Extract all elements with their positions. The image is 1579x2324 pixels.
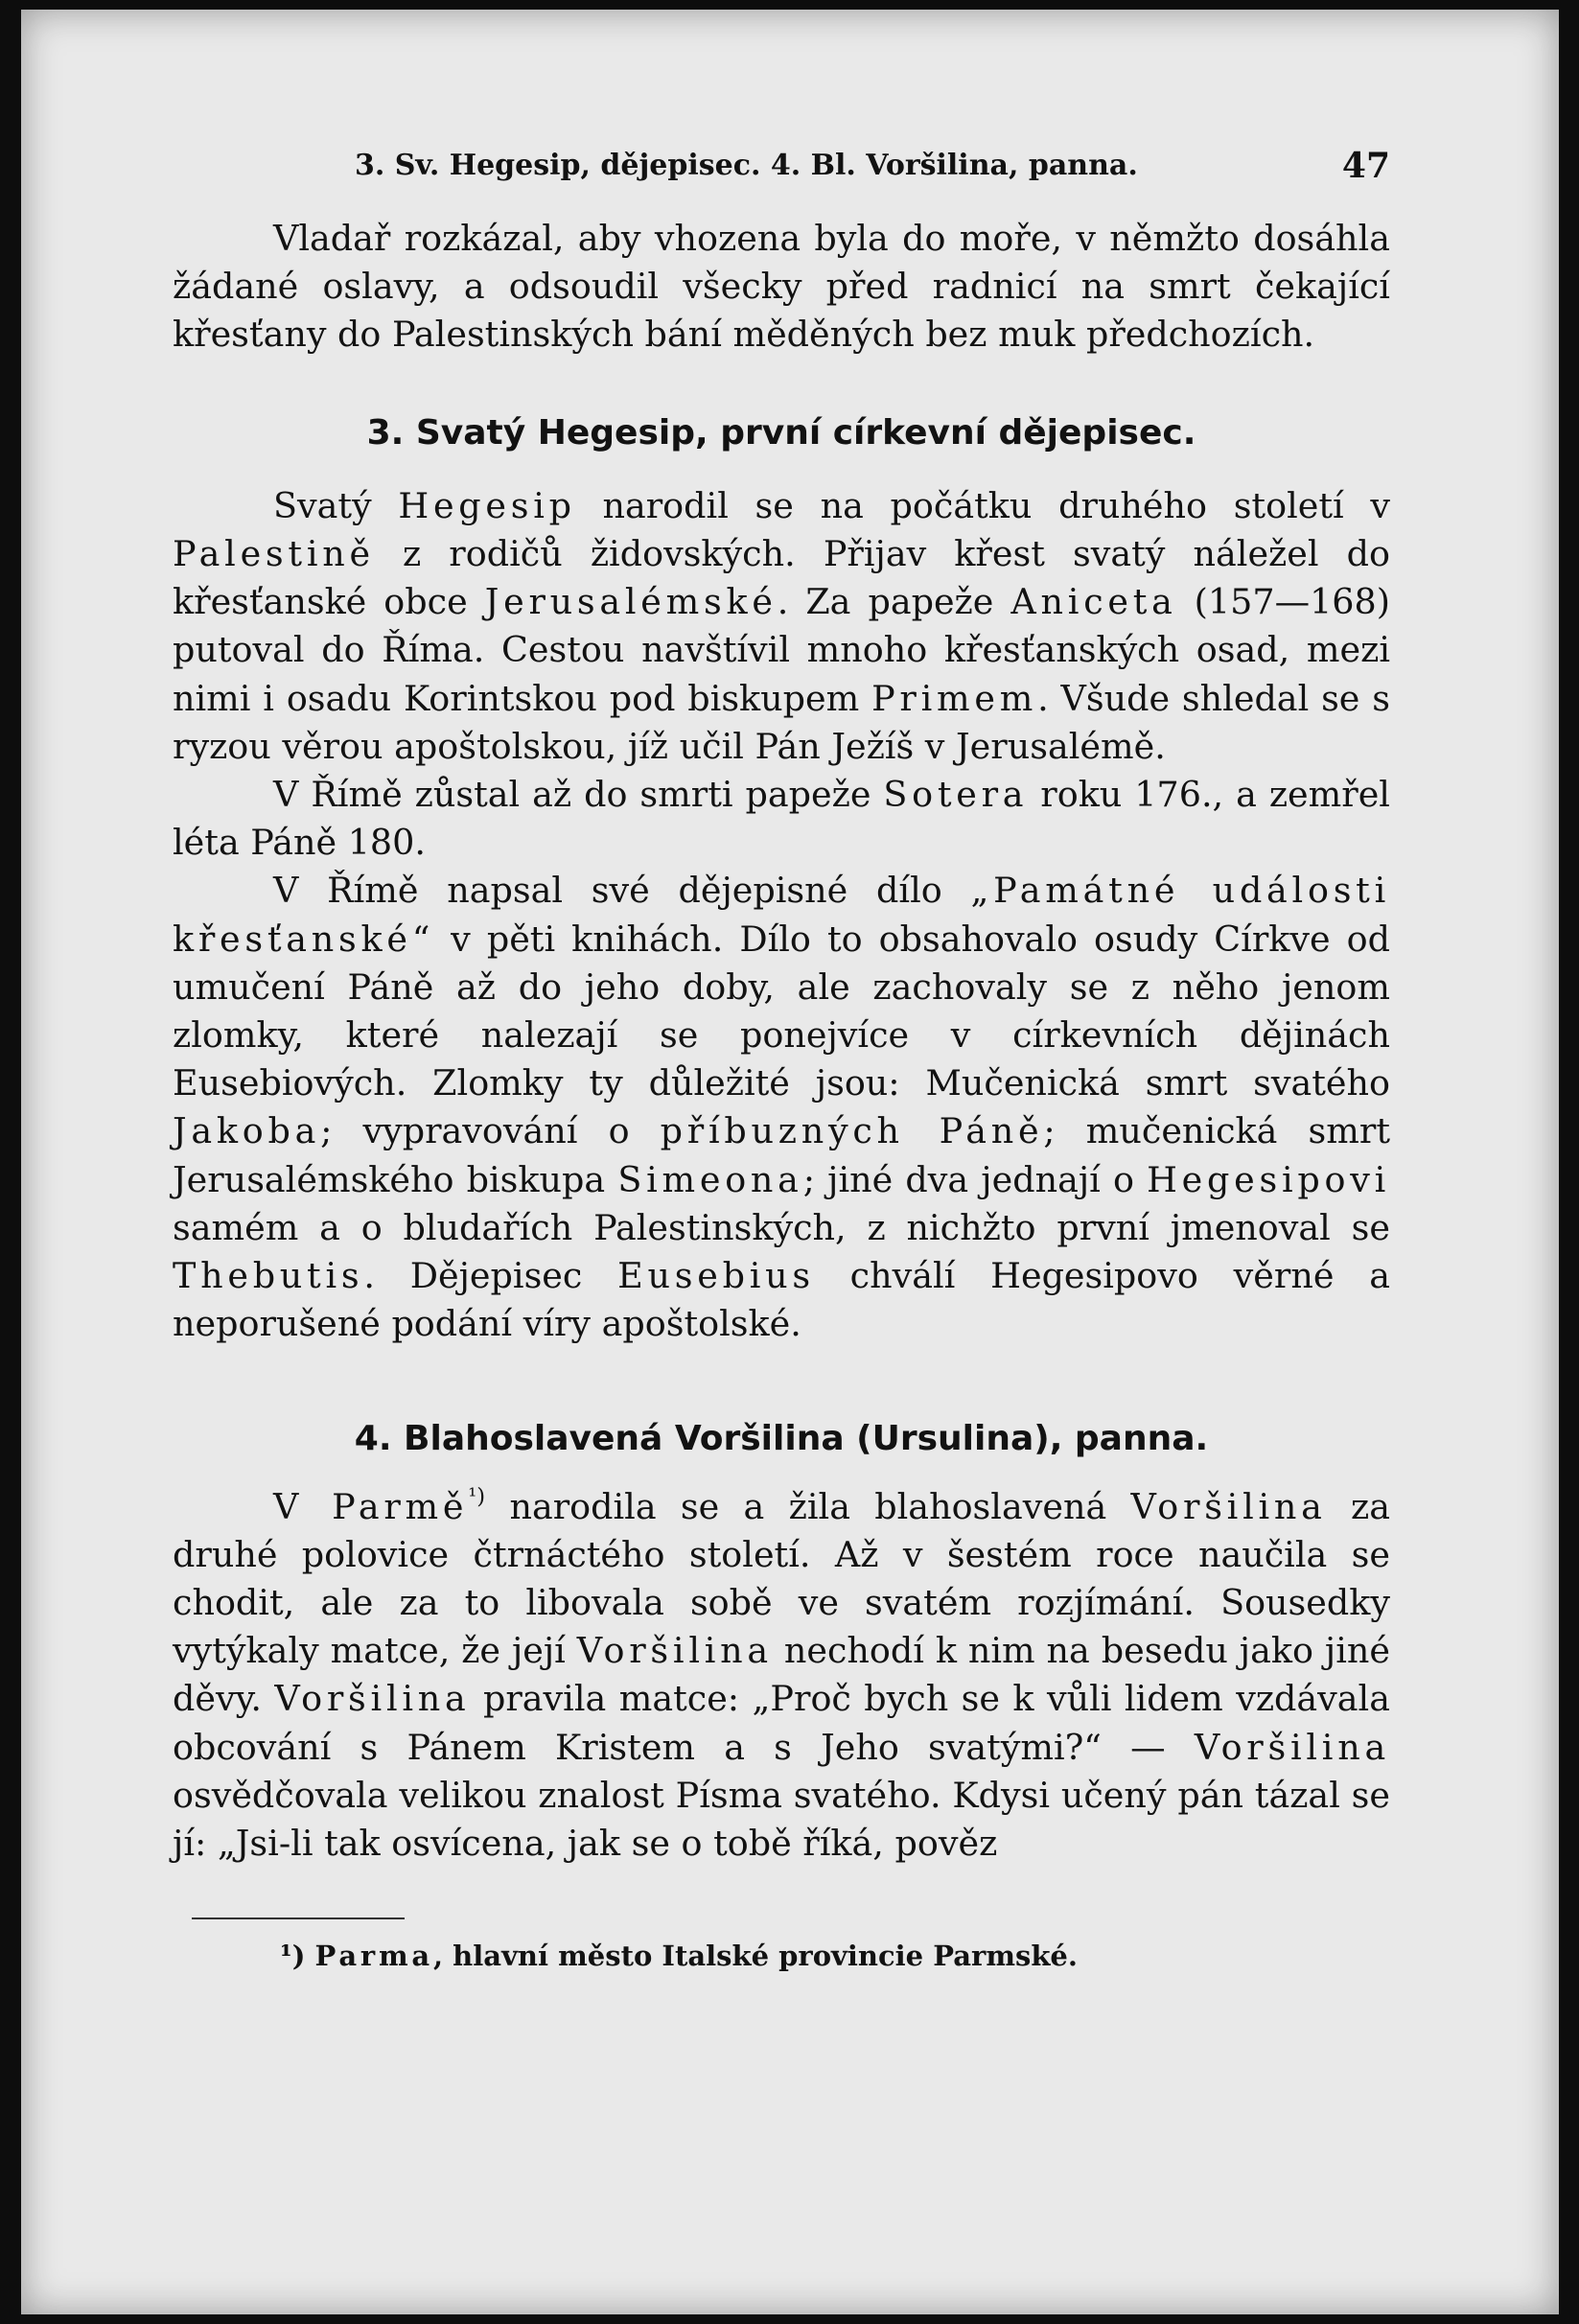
running-title: 3. Sv. Hegesip, dějepisec. 4. Bl. Voršilina, panna. xyxy=(355,149,1138,182)
section-4-heading: 4. Blahoslavená Voršilina (Ursulina), panna. xyxy=(354,1419,1209,1459)
section-3-paragraph-1: Svatý Hegesip narodil se na počátku druhého století v Palestině z rodičů židovských. Přijav křest svatý náležel do křesťanské obce Jerusalémské. Za papeže Aniceta (157—168) putoval do Říma. Cestou navštívil mnoho křesťanských osad, mezi nimi i osadu Korintskou pod biskupem Primem. Všude shledal se s ryzou věrou apoštolskou, jíž učil Pán Ježíš v Jerusalémě. xyxy=(173,484,1390,767)
page-number: 47 xyxy=(1341,146,1390,186)
book-page xyxy=(21,10,1559,2314)
section-3-paragraph-2: V Římě zůstal až do smrti papeže Sotera roku 176., a zemřel léta Páně 180. xyxy=(173,774,1390,864)
section-3-heading: 3. Svatý Hegesip, první církevní dějepisec. xyxy=(366,412,1196,453)
paragraph-continuation: Vladař rozkázal, aby vhozena byla do moře, v němžto dosáhla žádané oslavy, a odsoudil všecky před radnicí na smrt čekající křesťany do Palestinských bání měděných bez muk předchozích. xyxy=(173,218,1390,356)
section-4-paragraph-1: V Parmě$^{^1)}$ narodila se a žila blahoslavená Voršilina za druhé polovice čtrnáctého století. Až v šestém roce naučila se chodit, ale za to libovala sobě ve svatém rozjímání. Sousedky vytýkaly matce, že její Voršilina nechodí k nim na besedu jako jiné děvy. Voršilina pravila matce: „Proč bych se k vůli lidem vzdávala obcování s Pánem Kristem a s Jeho svatými?“ — Voršilina osvědčovala velikou znalost Písma svatého. Kdysi učený pán tázal se jí: „Jsi-li tak osvícena, jak se o tobě říká, pověz xyxy=(173,1483,1391,1865)
page-text-block xyxy=(173,134,1390,1975)
section-3-paragraph-3: V Římě napsal své dějepisné dílo „Památné události křesťanské“ v pěti knihách. Dílo to obsahovalo osudy Církve od umučení Páně až do jeho doby, ale zachovaly se z něho jenom zlomky, které nalezají se ponejvíce v církevních dějinách Eusebiových. Zlomky ty důležité jsou: Mučenická smrt svatého Jakoba; vypravování o příbuzných Páně; mučenická smrt Jerusalémského biskupa Simeona; jiné dva jednají o Hegesipovi samém a o bludařích Palestinských, z nichžto první jmenoval se Thebutis. Dějepisec Eusebius chválí Hegesipovo věrné a neporušené podání víry apoštolské. xyxy=(173,870,1390,1345)
footnote-reference: ¹) xyxy=(468,1483,486,1509)
footnote: ¹) Parma, hlavní město Italské provincie Parmské. xyxy=(280,1940,1078,1973)
footnote-divider xyxy=(192,1917,405,1919)
footnote-marker: ¹) xyxy=(280,1940,306,1973)
page-header xyxy=(173,134,1390,186)
